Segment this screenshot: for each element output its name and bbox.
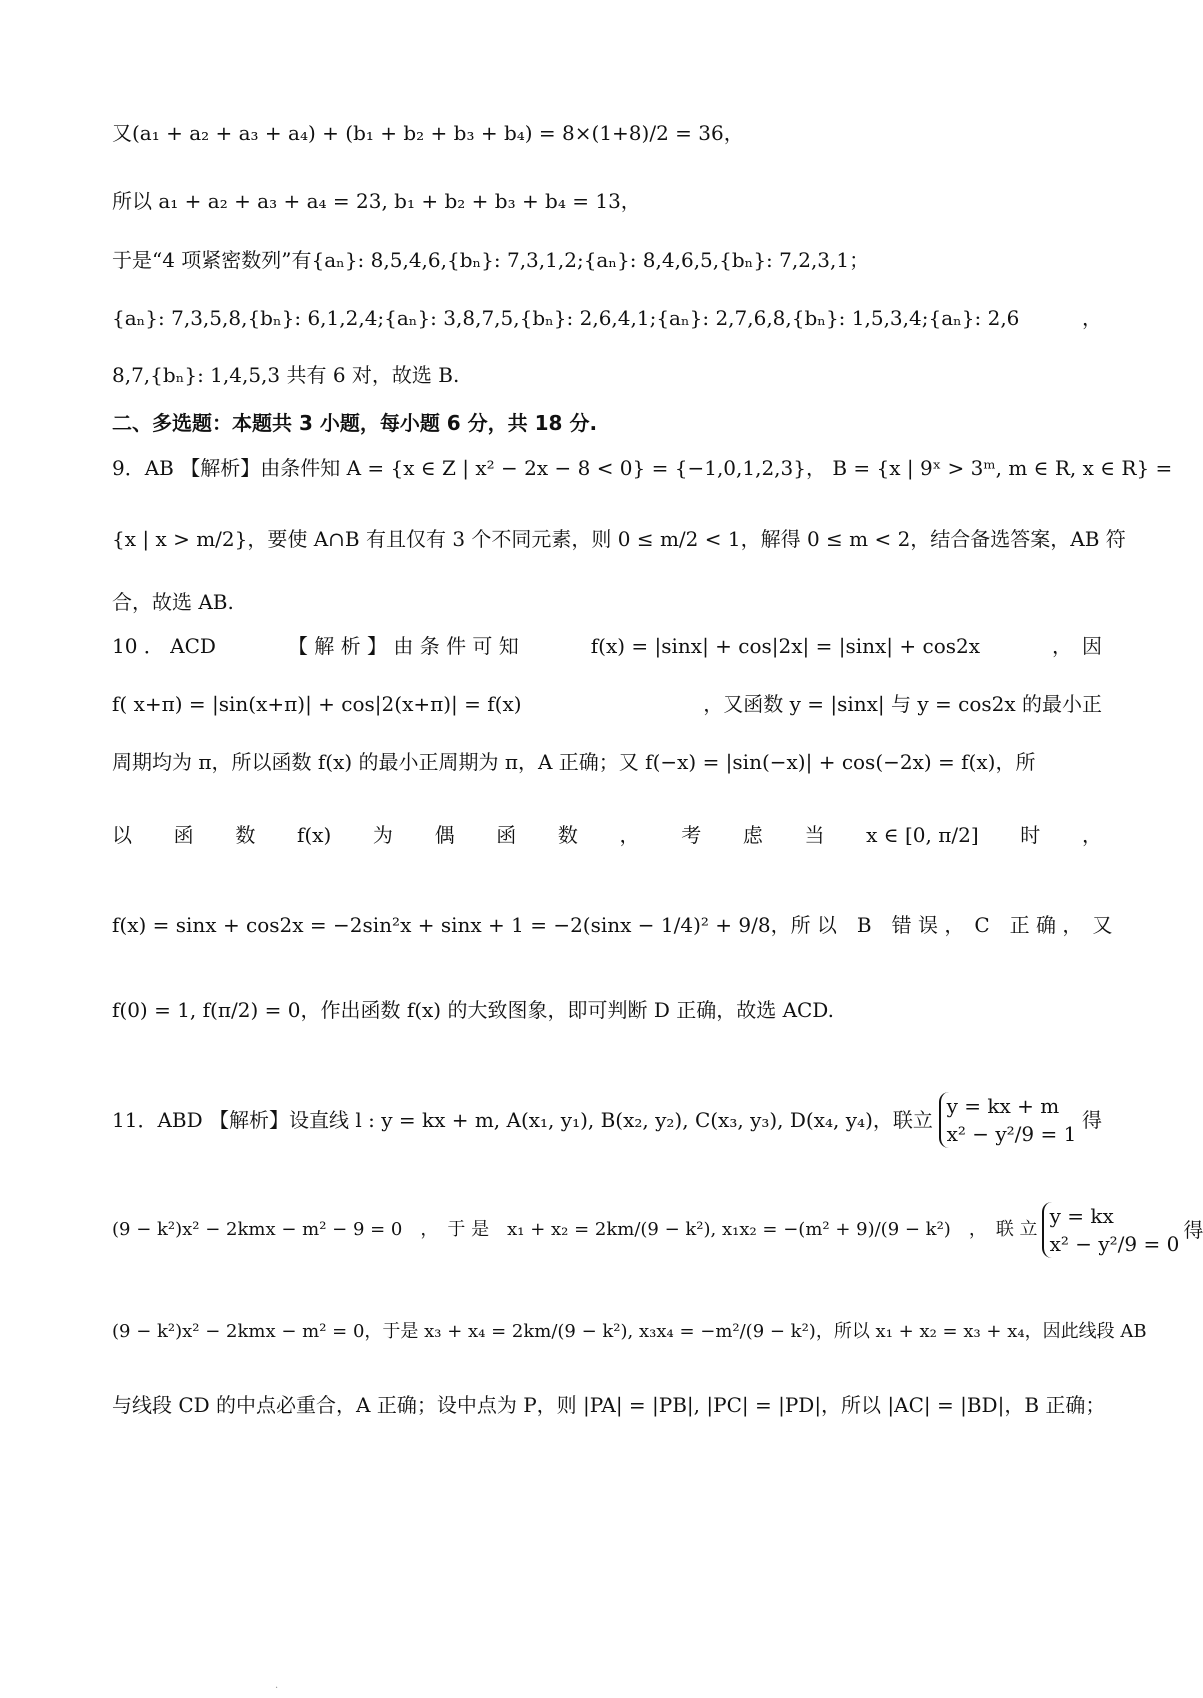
text-segment: ， — [619, 823, 640, 847]
equation: y = kx — [1049, 1204, 1114, 1228]
text-segment: 函 — [173, 823, 194, 847]
math-expression: f( x+π) = |sin(x+π)| + cos|2(x+π)| = f(x) — [112, 692, 522, 716]
text-segment: 考 — [681, 823, 702, 847]
math-expression: f(x) = sinx + cos2x = −2sin²x + sinx + 1 = −2(sinx − 1/4)² + 9/8 — [112, 913, 771, 937]
math-expression: x ∈ [0, π/2] — [866, 823, 979, 847]
text-line — [112, 910, 1113, 940]
equation-system — [1042, 1202, 1180, 1258]
text-line: 于是“4 项紧密数列”有{aₙ}: 8,5,4,6,{bₙ}: 7,3,1,2;{aₙ}: 8,4,6,5,{bₙ}: 7,2,3,1； — [112, 248, 870, 272]
text-line — [112, 820, 1102, 850]
text-segment: 时 — [1020, 823, 1041, 847]
text-line — [112, 631, 1102, 661]
text-segment: ，所 以 B 错 误 ， C 正 确 ， 又 — [770, 913, 1113, 937]
text-segment: ， — [1082, 306, 1102, 330]
text-line: {x | x > m/2}，要使 A∩B 有且仅有 3 个不同元素，则 0 ≤ m/2 < 1，解得 0 ≤ m < 2，结合备选答案，AB 符 — [112, 527, 1126, 551]
text-line: 合，故选 AB. — [112, 590, 234, 614]
equation: y = kx + m — [946, 1094, 1060, 1118]
text-segment: ， 因 — [1052, 634, 1102, 658]
text-segment: 为 — [372, 823, 393, 847]
text-segment: {aₙ}: 7,3,5,8,{bₙ}: 6,1,2,4;{aₙ}: 3,8,7,5,{bₙ}: 2,6,4,1;{aₙ}: 2,7,6,8,{bₙ}: 1,5,3,4;{aₙ}: 2,6 — [112, 306, 1020, 330]
equation: x² − y²/9 = 0 — [1049, 1232, 1180, 1256]
text-line: (9 − k²)x² − 2kmx − m² = 0，于是 x₃ + x₄ = 2km/(9 − k²), x₃x₄ = −m²/(9 − k²)，所以 x₁ + x₂ = x₃ + x₄，因此线段 AB — [112, 1321, 1147, 1342]
text-segment: 得 — [1183, 1218, 1203, 1242]
text-segment: 偶 — [434, 823, 455, 847]
equation: x² − y²/9 = 1 — [946, 1122, 1077, 1146]
text-segment: ， — [1081, 823, 1102, 847]
text-segment: 得 — [1082, 1108, 1102, 1132]
text-line — [112, 689, 1102, 719]
text-segment: 函 — [496, 823, 517, 847]
text-line: 与线段 CD 的中点必重合，A 正确；设中点为 P，则 |PA| = |PB|, |PC| = |PD|，所以 |AC| = |BD|，B 正确； — [112, 1393, 1106, 1417]
text-line — [112, 1080, 1102, 1160]
text-segment: 数 — [235, 823, 256, 847]
text-line: 8,7,{bₙ}: 1,4,5,3 共有 6 对，故选 B. — [112, 363, 460, 387]
section-heading: 二、多选题：本题共 3 小题，每小题 6 分，共 18 分. — [112, 411, 598, 435]
text-segment: (9 − k²)x² − 2kmx − m² − 9 = 0 ， 于 是 x₁ + x₂ = 2km/(9 − k²), x₁x₂ = −(m² + 9)/(9 − k²) ， 联 立 — [112, 1219, 1038, 1240]
equation-system — [939, 1092, 1077, 1148]
text-segment: 10 ． ACD — [112, 634, 216, 658]
text-line: 又(a₁ + a₂ + a₃ + a₄) + (b₁ + b₂ + b₃ + b₄) = 8×(1+8)/2 = 36， — [112, 121, 744, 145]
text-line: 所以 a₁ + a₂ + a₃ + a₄ = 23, b₁ + b₂ + b₃ + b₄ = 13， — [112, 189, 641, 213]
text-line: 周期均为 π，所以函数 f(x) 的最小正周期为 π，A 正确；又 f(−x) = |sin(−x)| + cos(−2x) = f(x)，所 — [112, 750, 1036, 774]
text-segment: 以 — [112, 823, 132, 847]
page-speck: · — [275, 1683, 279, 1694]
text-line: f(0) = 1, f(π/2) = 0，作出函数 f(x) 的大致图象，即可判断 D 正确，故选 ACD. — [112, 998, 834, 1022]
text-segment: ，又函数 y = |sinx| 与 y = cos2x 的最小正 — [703, 692, 1102, 716]
text-line — [112, 1190, 1203, 1270]
text-segment: 【 解 析 】 由 条 件 可 知 — [287, 634, 519, 658]
math-expression: f(x) — [296, 823, 332, 847]
math-expression: f(x) = |sinx| + cos|2x| = |sinx| + cos2x — [590, 634, 981, 658]
text-segment: 虑 — [742, 823, 763, 847]
text-line — [112, 303, 1102, 333]
text-line: 9．AB 【解析】由条件知 A = {x ∈ Z | x² − 2x − 8 < 0} = {−1,0,1,2,3}， B = {x | 9ˣ > 3ᵐ, m ∈ R, x ∈ R} = — [112, 456, 1173, 480]
text-segment: 数 — [557, 823, 578, 847]
text-segment: 当 — [804, 823, 825, 847]
text-segment: 11．ABD 【解析】设直线 l : y = kx + m, A(x₁, y₁), B(x₂, y₂), C(x₃, y₃), D(x₄, y₄)，联立 — [112, 1108, 933, 1132]
